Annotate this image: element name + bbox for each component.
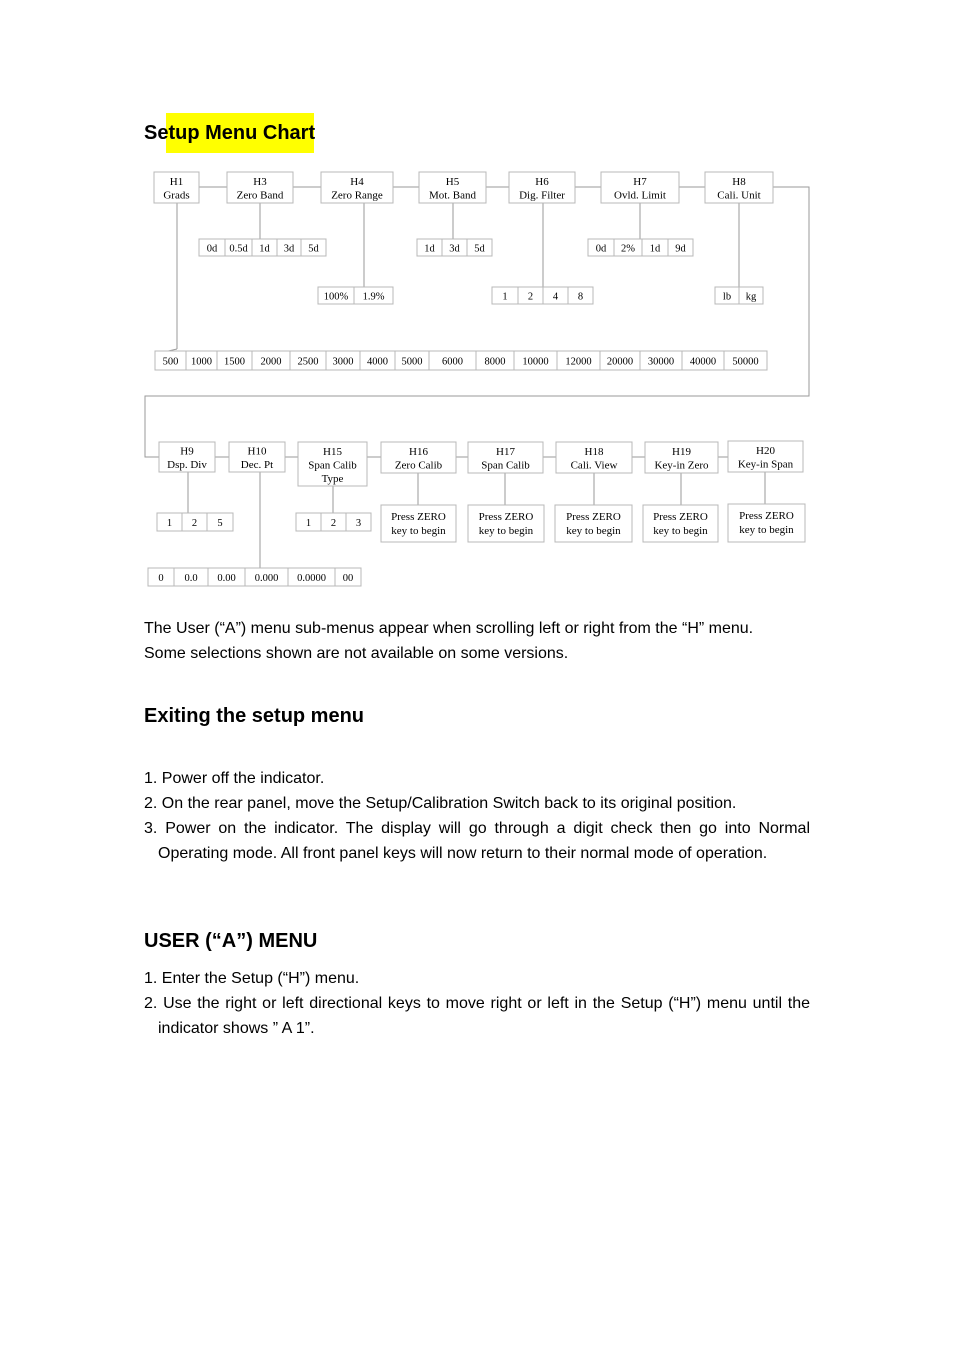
- h8-menu-label: H8: [732, 176, 746, 188]
- h18-press-zero-box-label: Press ZERO: [566, 511, 621, 523]
- grads_options-cell-label: 10000: [522, 356, 549, 368]
- grads_options-cell-label: 8000: [484, 356, 506, 368]
- setup-menu-diagram: [0, 0, 954, 600]
- grads_options-cell-label: 3000: [332, 356, 354, 368]
- mot_band_options-cell-label: 5d: [474, 243, 485, 255]
- exit-heading: Exiting the setup menu: [144, 705, 365, 727]
- h16-press-zero-box-label: Press ZERO: [391, 511, 446, 523]
- h20-menu-label: Key-in Span: [737, 458, 794, 471]
- dig_filter_options-cell-label: 8: [577, 291, 584, 303]
- h5-menu-label: H5: [445, 176, 460, 188]
- h10-menu-label: H10: [247, 445, 267, 458]
- h15-menu-label: Span Calib: [308, 459, 357, 472]
- intro-line-2: Some selections shown are not available on some versions.: [144, 645, 569, 662]
- dec_pt_options-cell-label: 0: [158, 573, 164, 584]
- intro-line-1: The User (“A”) menu sub-menus appear when scrolling left or right from the “H” menu.: [144, 620, 754, 637]
- h18-menu-label: Cali. View: [570, 459, 618, 472]
- wrap-connector: [145, 187, 809, 457]
- span_calib_type_options-cell-label: 1: [305, 518, 312, 529]
- grads_options-cell-label: 12000: [565, 356, 592, 368]
- grads_options-cell-label: 50000: [732, 356, 759, 368]
- zero_band_options-cell-label: 0d: [206, 243, 218, 255]
- h10-menu-label: Dec. Pt: [240, 459, 274, 471]
- h20-press-zero-box-label: Press ZERO: [739, 510, 794, 522]
- h7-menu-label: H7: [633, 176, 647, 188]
- h9-menu-label: H9: [180, 445, 194, 458]
- intro-paragraph: [144, 616, 810, 666]
- span_calib_type_options-cell-label: 3: [355, 518, 362, 529]
- grads_options-cell-label: 2000: [260, 356, 282, 368]
- h1-menu-label: Grads: [163, 189, 190, 202]
- dig_filter_options-cell-label: 4: [552, 291, 559, 303]
- h6-menu-label: H6: [535, 176, 549, 188]
- h4-menu-label: Zero Range: [331, 189, 383, 202]
- dec_pt_options-cell-label: 0.00: [217, 573, 236, 584]
- ovld_limit_options-cell-label: 9d: [675, 243, 686, 255]
- ovld_limit_options-cell-label: 0d: [595, 243, 607, 255]
- dec_pt_options-cell-label: 0.0000: [297, 573, 326, 584]
- h17-press-zero-box-label: Press ZERO: [478, 511, 534, 523]
- grads_options-cell-label: 6000: [442, 356, 463, 368]
- h18-menu-label: H18: [584, 446, 604, 458]
- h7-menu-label: Ovld. Limit: [614, 189, 666, 202]
- h17-press-zero-box-label: key to begin: [478, 525, 534, 537]
- user-step-2: 2. Use the right or left directional keys to move right or left in the Setup (“H”) menu until the indicator shows ” A 1”.: [144, 995, 810, 1037]
- exit-step-1: 1. Power off the indicator.: [144, 770, 325, 787]
- ovld_limit_options-cell-label: 2%: [621, 243, 635, 255]
- user-menu-steps-list: [144, 966, 810, 1041]
- grads_options-cell-label: 500: [162, 356, 179, 368]
- page-title: Setup Menu Chart: [144, 122, 316, 144]
- dsp_div_options-cell-label: 5: [217, 518, 223, 529]
- h3-menu-label: Zero Band: [236, 189, 284, 202]
- dig_filter_options-cell-label: 2: [527, 291, 534, 303]
- exit-steps-list: [144, 766, 810, 866]
- grads_options-cell-label: 4000: [367, 356, 388, 368]
- zero_range_options-cell-label: 100%: [323, 291, 349, 303]
- h1-menu-label: H1: [169, 176, 184, 188]
- h9-menu-label: Dsp. Div: [167, 459, 207, 471]
- dec_pt_options-cell-label: 0.000: [254, 573, 279, 584]
- mot_band_options-cell-label: 3d: [449, 243, 460, 255]
- h4-menu-label: H4: [350, 176, 364, 188]
- h15-menu-label: Type: [321, 472, 344, 485]
- dsp_div_options-cell-label: 2: [191, 518, 198, 529]
- h16-menu-label: H16: [409, 446, 428, 458]
- dig_filter_options-cell-label: 1: [502, 291, 508, 303]
- h3-menu-label: H3: [253, 176, 267, 188]
- h15-menu-label: H15: [323, 445, 342, 458]
- zero_band_options-cell-label: 5d: [308, 243, 319, 255]
- h17-menu-label: H17: [496, 446, 515, 458]
- ovld_limit_options-cell-label: 1d: [649, 243, 661, 255]
- zero_range_options-cell-label: 1.9%: [362, 291, 385, 303]
- cali_unit_options-cell-label: kg: [745, 291, 757, 303]
- h19-press-zero-box-label: Press ZERO: [653, 511, 708, 523]
- mot_band_options-cell-label: 1d: [424, 243, 435, 255]
- dec_pt_options-cell-label: 0.0: [184, 573, 198, 584]
- h18-press-zero-box-label: key to begin: [566, 525, 621, 537]
- h6-menu-label: Dig. Filter: [519, 189, 565, 202]
- user-step-1: 1. Enter the Setup (“H”) menu.: [144, 970, 360, 987]
- cali_unit_options-cell-label: lb: [722, 291, 732, 303]
- h16-menu-label: Zero Calib: [394, 459, 443, 472]
- h5-menu-label: Mot. Band: [428, 189, 477, 202]
- dsp_div_options-cell-label: 1: [166, 518, 173, 529]
- zero_band_options-cell-label: 0.5d: [229, 243, 248, 255]
- user-menu-heading: USER (“A”) MENU: [144, 930, 318, 952]
- h19-menu-label: H19: [672, 446, 691, 458]
- grads_options-cell-label: 20000: [606, 356, 634, 368]
- grads_options-cell-label: 1500: [224, 356, 245, 368]
- grads_options-cell-label: 1000: [191, 356, 212, 368]
- h19-menu-label: Key-in Zero: [654, 459, 709, 472]
- dec_pt_options-cell-label: 00: [342, 573, 354, 584]
- h20-menu-label: H20: [756, 445, 775, 457]
- grads_options-cell-label: 30000: [647, 356, 675, 368]
- grads_options-cell-label: 5000: [401, 356, 423, 368]
- h19-press-zero-box-label: key to begin: [653, 525, 708, 537]
- zero_band_options-cell-label: 1d: [259, 243, 270, 255]
- zero_band_options-cell-label: 3d: [283, 243, 295, 255]
- exit-step-2: 2. On the rear panel, move the Setup/Calibration Switch back to its original position.: [144, 795, 737, 812]
- grads_options-cell-label: 40000: [689, 356, 717, 368]
- h8-menu-label: Cali. Unit: [717, 189, 761, 202]
- exit-step-3: 3. Power on the indicator. The display will go through a digit check then go into Normal Operating mode. All front panel keys will now return to their normal mode of operation.: [144, 820, 810, 862]
- grads_options-cell-label: 2500: [297, 356, 319, 368]
- h20-press-zero-box-label: key to begin: [739, 524, 794, 536]
- h16-press-zero-box-label: key to begin: [391, 525, 446, 537]
- span_calib_type_options-cell-label: 2: [330, 518, 337, 529]
- h17-menu-label: Span Calib: [481, 459, 530, 472]
